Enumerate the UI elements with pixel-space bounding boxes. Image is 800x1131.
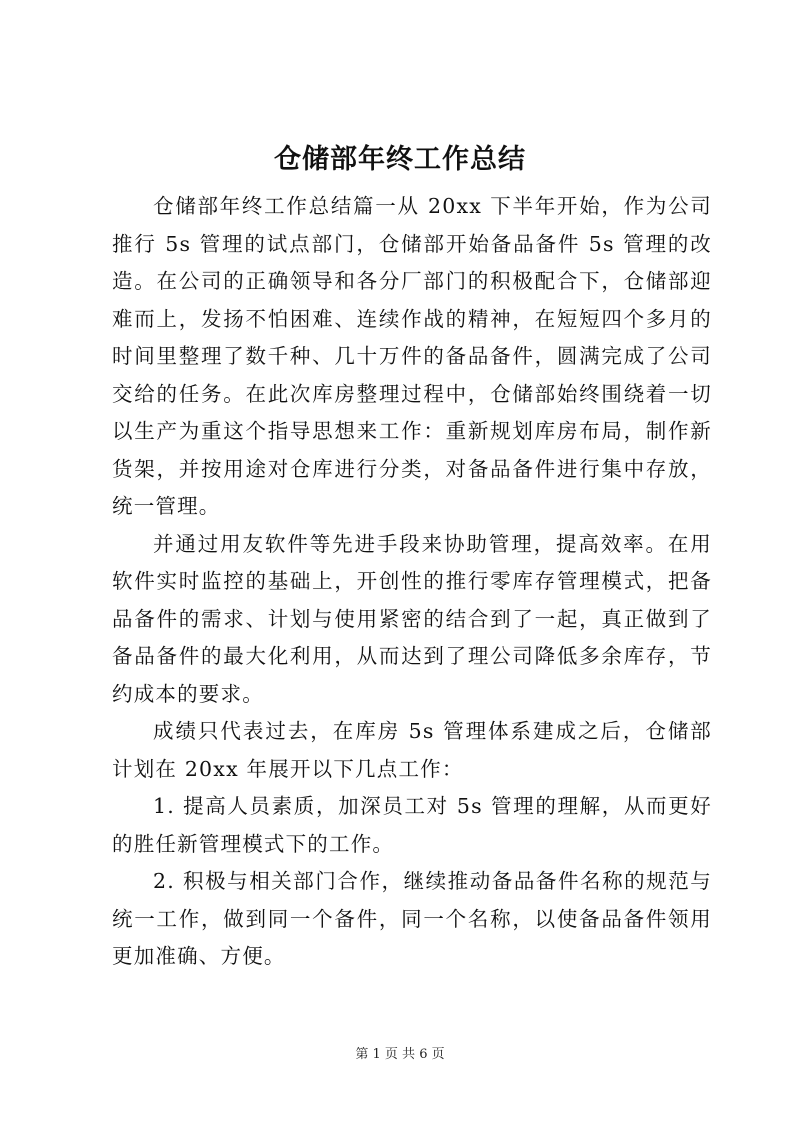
document-body <box>112 188 712 976</box>
paragraph-2: 并通过用友软件等先进手段来协助管理，提高效率。在用软件实时监控的基础上，开创性的推行零库存管理模式，把备品备件的需求、计划与使用紧密的结合到了一起，真正做到了备品备件的最大化利用，从而达到了理公司降低多余库存，节约成本的要求。 <box>112 531 712 706</box>
paragraph-5: 2. 积极与相关部门合作，继续推动备品备件名称的规范与统一工作，做到同一个备件，同一个名称，以使备品备件领用更加准确、方便。 <box>112 869 712 968</box>
paragraph-4: 1. 提高人员素质，加深员工对 5s 管理的理解，从而更好的胜任新管理模式下的工作。 <box>112 794 712 856</box>
paragraph-1: 仓储部年终工作总结篇一从 20xx 下半年开始，作为公司推行 5s 管理的试点部门，仓储部开始备品备件 5s 管理的改造。在公司的正确领导和各分厂部门的积极配合下，仓储部迎难而上，发扬不怕困难、连续作战的精神，在短短四个多月的时间里整理了数千种、几十万件的备品备件，圆满完成了公司交给的任务。在此次库房整理过程中，仓储部始终围绕着一切以生产为重这个指导思想来工作：重新规划库房布局，制作新货架，并按用途对仓库进行分类，对备品备件进行集中存放，统一管理。 <box>112 194 712 518</box>
paragraph-3: 成绩只代表过去，在库房 5s 管理体系建成之后，仓储部计划在 20xx 年展开以下几点工作： <box>112 719 712 781</box>
document-title: 仓储部年终工作总结 <box>274 144 526 175</box>
page-footer: 第 1 页 共 6 页 <box>355 1047 445 1062</box>
